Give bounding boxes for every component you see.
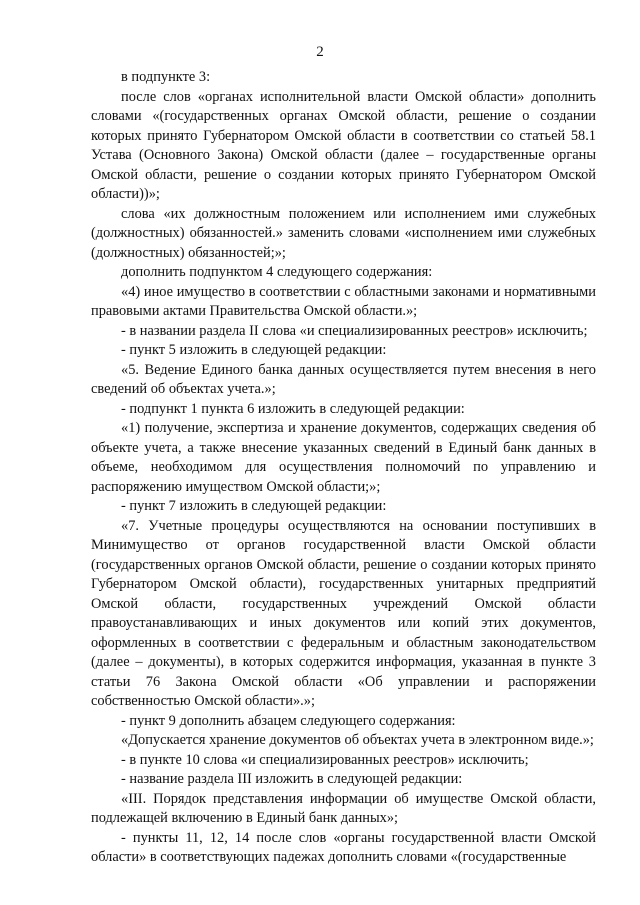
paragraph: - пункт 7 изложить в следующей редакции: [121,498,387,514]
paragraph: после слов «органах исполнительной власти Омской области» дополнить словами «(государственных органах Омской области, решение о создании которых принято Губернатором Омской области в соответствии со статьей 58.1 Устава (Основного Закона) Омской области (далее – государственные органы Омской области, решение о создании которых принято Губернатором Омской области))»; [91,88,596,202]
paragraph: - пункты 11, 12, 14 после слов «органы государственной власти Омской области» в соответствующих падежах дополнить словами «(государственные [91,829,596,865]
paragraph: - пункт 9 дополнить абзацем следующего содержания: [121,712,456,729]
page-number: 2 [316,44,324,60]
paragraph: дополнить подпунктом 4 следующего содержания: [121,264,433,280]
paragraph: - название раздела III изложить в следующей редакции: [121,771,463,787]
paragraph: слова «их должностным положением или исполнением ими служебных (должностных) обязанностей.» заменить словами «исполнением ими служебных (должностных) обязанностей;»; [91,205,596,261]
paragraph: - пункт 5 изложить в следующей редакции: [121,342,387,358]
paragraph: «4) иное имущество в соответствии с областными законами и нормативными правовыми актами Правительства Омской области.»; [91,283,596,319]
paragraph: «5. Ведение Единого банка данных осуществляется путем внесения в него сведений об объектах учета.»; [91,361,596,397]
paragraph: - подпункт 1 пункта 6 изложить в следующей редакции: [121,400,465,417]
paragraph: «1) получение, экспертиза и хранение документов, содержащих сведения об объекте учета, а также внесение указанных сведений в Единый банк данных в объеме, необходимом для осуществления полномочий по управлению и распоряжению имуществом Омской области;»; [91,420,596,495]
paragraph: «7. Учетные процедуры осуществляются на основании поступивших в Минимущество от органов государственной власти Омской области (государственных органов Омской области, решение о создании которых принято Губернатором Омской области), государственных унитарных предприятий Омской области, государственных учреждений Омской области правоустанавливающих и иных документов или копий этих документов, оформленных в соответствии с федеральным и областным законодательством (далее – документы), в которых содержится информация, указанная в пункте 3 статьи 76 Закона Омской области «Об управлении и распоряжении собственностью Омской области».»; [91,517,596,709]
paragraph: «III. Порядок представления информации об имуществе Омской области, подлежащей включению в Единый банк данных»; [91,790,596,826]
document-body [91,68,596,868]
paragraph: «Допускается хранение документов об объектах учета в электронном виде.»; [121,732,594,748]
paragraph: в подпункте 3: [121,69,211,85]
paragraph: - в пункте 10 слова «и специализированных реестров» исключить; [121,751,529,768]
paragraph: - в названии раздела II слова «и специализированных реестров» исключить; [121,322,588,339]
